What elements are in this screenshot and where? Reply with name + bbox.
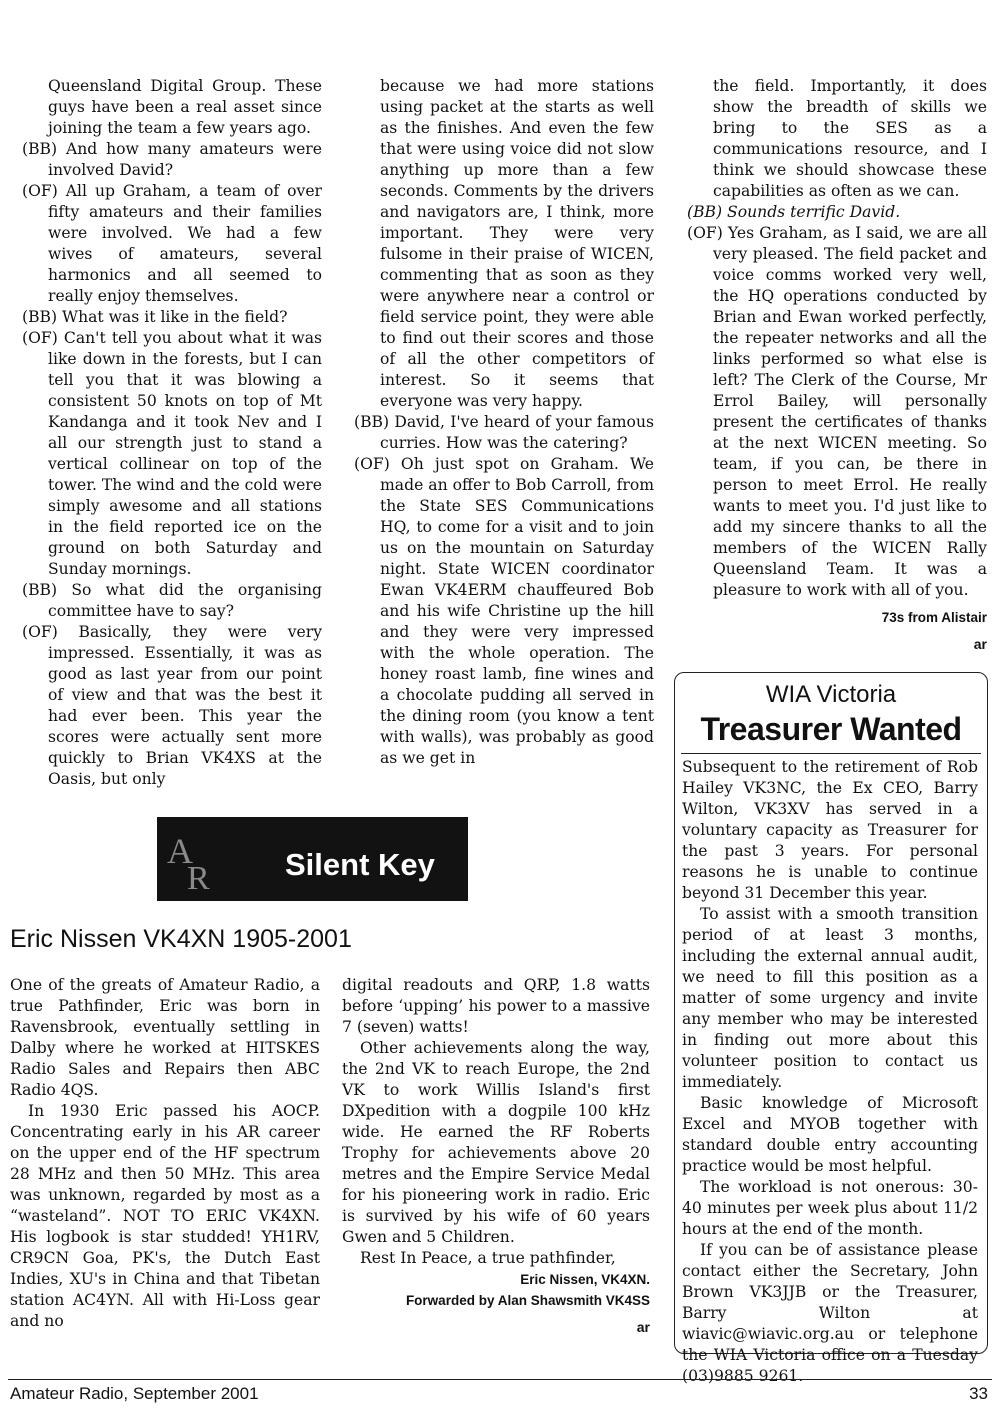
paragraph: (BB) Sounds terrific David. xyxy=(687,203,901,221)
silent-key-label: Silent Key xyxy=(285,847,435,882)
paragraph: Rest In Peace, a true pathfinder, xyxy=(360,1249,616,1267)
paragraph: (OF) Yes Graham, as I said, we are all very pleased. The field packet and voice comms worked very well, the HQ operations conducted by Brian and Ewan worked perfectly, the repeater networks and all the links performed so what else is left? The Clerk of the Course, Mr Errol Bailey, will personally present the certificates of thanks at the next WICEN meeting. So team, if you can, be there in person to meet Errol. He really wants to meet you. I'd just like to add my sincere thanks to all the members of the WICEN Rally Queensland Team. It was a pleasure to work with all of you. xyxy=(687,224,987,599)
end-mark: ar xyxy=(973,636,987,652)
paragraph: (BB) David, I've heard of your famous curries. How was the catering? xyxy=(354,413,654,452)
article-column-3 xyxy=(687,76,987,655)
footer-divider xyxy=(8,1379,992,1380)
article-column-2 xyxy=(354,76,654,769)
paragraph: (BB) What was it like in the field? xyxy=(22,308,288,326)
obituary-column-2 xyxy=(342,975,650,1338)
forwarded-by: Forwarded by Alan Shawsmith VK4SS xyxy=(405,1293,650,1308)
paragraph: (BB) So what did the organising committee have to say? xyxy=(22,581,322,620)
paragraph: (OF) All up Graham, a team of over fifty amateurs and their families were involved. We had a few wives of amateurs, several harmonics and all seemed to really enjoy themselves. xyxy=(22,182,322,305)
page-number: 33 xyxy=(969,1384,988,1403)
paragraph: The workload is not onerous: 30-40 minutes per week plus about 11/2 hours at the end of the month. xyxy=(682,1178,978,1238)
box-subtitle: WIA Victoria xyxy=(765,681,897,708)
paragraph: In 1930 Eric passed his AOCP. Concentrating early in his AR career on the upper end of the HF spectrum 28 MHz and then 50 MHz. This area was unknown, regarded by most as a “wasteland”. NOT TO ERIC VK4XN. His logbook is star studded! YH1RV, CR9CN Goa, PK's, the Dutch East Indies, XU's in China and that Tibetan station AC4YN. All with Hi-Loss gear and no xyxy=(10,1102,320,1330)
end-mark: ar xyxy=(636,1319,650,1335)
paragraph: To assist with a smooth transition period of at least 3 months, including the external annual audit, we need to fill this position as a matter of some urgency and invite any member who may be interested in finding out more about this volunteer position to contact us immediately. xyxy=(682,905,978,1091)
silent-key-banner xyxy=(157,817,468,901)
obituary-column-1 xyxy=(10,975,320,1332)
paragraph: because we had more stations using packet at the starts as well as the finishes. And even the few that were using voice did not slow anything up more than a few seconds. Comments by the drivers and navigators are, I think, more important. They were very fulsome in their praise of WICEN, commenting that as soon as they were anywhere near a control or field service point, they were able to find out their scores and those of all the other competitors of interest. So it seems that everyone was very happy. xyxy=(380,77,654,410)
paragraph: digital readouts and QRP, 1.8 watts before ‘upping’ his power to a massive 7 (seven) watts! xyxy=(342,976,650,1036)
paragraph: (OF) Can't tell you about what it was like down in the forests, but I can tell you that it was blowing a consistent 50 knots on top of Mt Kandanga and it took Nev and I all our strength just to stand a vertical collinear on top of the tower. The wind and the cold were simply awesome and all stations in the field reported ice on the ground on both Saturday and Sunday mornings. xyxy=(22,329,322,578)
obituary-title: Eric Nissen VK4XN 1905-2001 xyxy=(10,925,352,953)
paragraph: One of the greats of Amateur Radio, a true Pathfinder, Eric was born in Ravensbrook, eventually settling in Dalby where he worked at HITSKES Radio Sales and Repairs then ABC Radio 4QS. xyxy=(10,976,320,1099)
logo-letter-a: A xyxy=(167,831,193,871)
treasurer-wanted-box xyxy=(674,672,988,1385)
paragraph: Queensland Digital Group. These guys have been a real asset since joining the team a few years ago. xyxy=(48,77,322,137)
box-title: Treasurer Wanted xyxy=(700,711,962,747)
paragraph: the field. Importantly, it does show the breadth of skills we bring to the SES as a communications resource, and I think we should showcase these capabilities as often as we can. xyxy=(713,77,987,200)
logo-letter-r: R xyxy=(187,860,210,895)
box-divider xyxy=(681,753,981,754)
paragraph: If you can be of assistance please contact either the Secretary, John Brown VK3JJB or the Treasurer, Barry Wilton at wiavic@wiavic.org.au or telephone the WIA Victoria office on a Tuesday (03)9885 9261. xyxy=(682,1241,978,1385)
ar-logo-icon xyxy=(161,823,221,895)
footer-publication: Amateur Radio, September 2001 xyxy=(10,1384,259,1403)
paragraph: (OF) Oh just spot on Graham. We made an offer to Bob Carroll, from the State SES Communications HQ, to come for a visit and to join us on the mountain on Saturday night. State WICEN coordinator Ewan VK4ERM chauffeured Bob and his wife Christine up the hill and they were very impressed with the whole operation. The honey roast lamb, fine wines and a chocolate pudding all served in the dining room (you know a tent with walls), was probably as good as we get in xyxy=(354,455,654,767)
paragraph: Other achievements along the way, the 2nd VK to reach Europe, the 2nd VK to work Willis Island's first DXpedition with a dogpile 100 kHz wide. He earned the RF Roberts Trophy for achievements above 20 metres and the Empire Service Medal for his pioneering work in radio. Eric is survived by his wife of 60 years Gwen and 5 Children. xyxy=(342,1039,650,1246)
box-body xyxy=(682,757,978,1387)
signature: Eric Nissen, VK4XN. xyxy=(520,1272,650,1287)
paragraph: (OF) Basically, they were very impressed. Essentially, it was as good as last year from our point of view and that was the best it had ever been. This year the scores were actually sent more quickly to Brian VK4XS at the Oasis, but only xyxy=(22,623,322,788)
paragraph: Subsequent to the retirement of Rob Hailey VK3NC, the Ex CEO, Barry Wilton, VK3XV has served in a voluntary capacity as Treasurer for the past 3 years. For personal reasons he is unable to continue beyond 31 December this year. xyxy=(682,758,978,902)
paragraph: Basic knowledge of Microsoft Excel and MYOB together with standard double entry accounting practice would be most helpful. xyxy=(682,1094,978,1175)
signoff: 73s from Alistair xyxy=(881,610,987,625)
article-column-1 xyxy=(22,76,322,790)
paragraph: (BB) And how many amateurs were involved David? xyxy=(22,140,322,179)
